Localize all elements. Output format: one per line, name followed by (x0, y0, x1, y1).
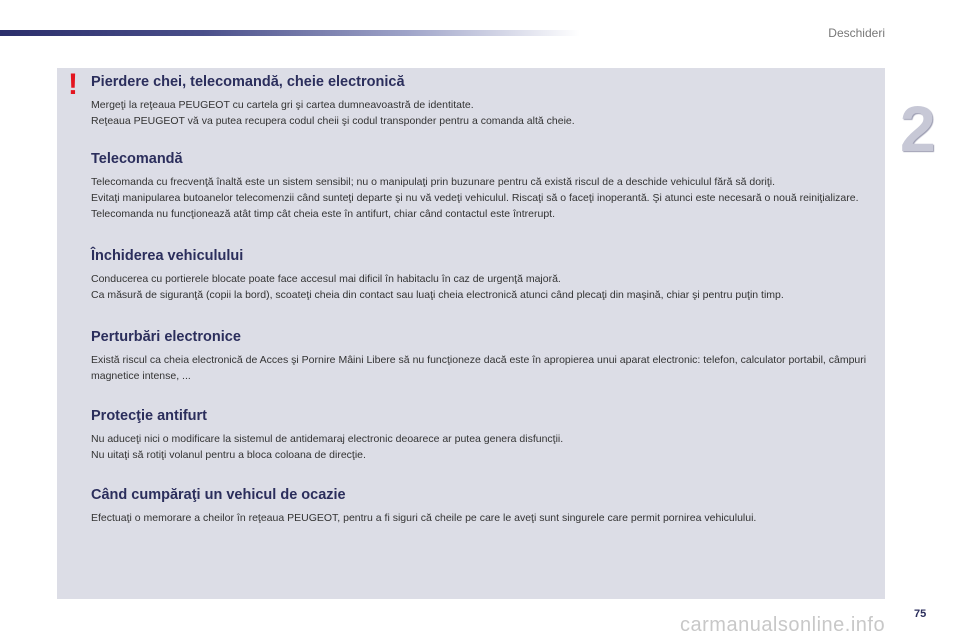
section-line: Nu uitaţi să rotiţi volanul pentru a bloca coloana de direcţie. (91, 449, 366, 461)
section-line: Efectuaţi o memorare a cheilor în reţeaua PEUGEOT, pentru a fi siguri că cheile pe care le aveţi sunt singurele care permit pornirea vehiculului. (91, 512, 757, 524)
section-line: Reţeaua PEUGEOT vă va putea recupera codul cheii şi codul transponder pentru a comanda altă cheie. (91, 115, 575, 127)
section-lost-keys (91, 74, 881, 129)
section-title: Perturbări electronice (91, 329, 241, 345)
section-title: Protecţie antifurt (91, 408, 208, 424)
warning-icon: ! (68, 68, 78, 101)
section-title: Pierdere chei, telecomandă, cheie electronică (91, 74, 405, 90)
section-title: Închiderea vehiculului (91, 248, 244, 264)
page-number: 75 (914, 608, 927, 620)
chapter-title: Deschideri (828, 26, 885, 40)
section-line: Evitaţi manipularea butoanelor telecomenzii când sunteţi departe şi nu vă vedeţi vehiculul. Riscaţi să o faceţi inoperantă. Şi atunci este necesară o nouă reiniţializare. (91, 192, 859, 204)
section-vehicle-locking (91, 248, 881, 303)
section-line: Telecomanda cu frecvenţă înaltă este un sistem sensibil; nu o manipulaţi prin buzunare pentru că există riscul de a deschide vehiculul fără să doriţi. (91, 176, 776, 188)
section-remote-control (91, 151, 881, 222)
section-electronic-interference (91, 329, 881, 384)
section-line: Telecomanda nu funcţionează atât timp cât cheia este în antifurt, chiar când contactul este întrerupt. (91, 208, 556, 220)
section-title: Telecomandă (91, 151, 183, 167)
section-title: Când cumpăraţi un vehicul de ocazie (91, 487, 346, 503)
section-anti-theft (91, 408, 881, 463)
section-line: Mergeţi la reţeaua PEUGEOT cu cartela gri şi cartea dumneavoastră de identitate. (91, 99, 474, 111)
section-line: Nu aduceţi nici o modificare la sistemul de antidemaraj electronic deoarece ar putea genera disfuncţii. (91, 433, 564, 445)
chapter-number: 2 (900, 93, 936, 165)
panel-content (91, 70, 881, 526)
section-line: Ca măsură de siguranţă (copii la bord), scoateţi cheia din contact sau luaţi cheia electronică atunci când plecaţi din maşină, chiar şi pentru puţin timp. (91, 289, 784, 301)
section-line: Conducerea cu portierele blocate poate face accesul mai dificil în habitaclu în caz de urgenţă majoră. (91, 273, 561, 285)
watermark-text: carmanualsonline.info (680, 614, 886, 636)
section-used-vehicle (91, 487, 881, 526)
section-line: Există riscul ca cheia electronică de Acces şi Pornire Mâini Libere să nu funcţioneze dacă este în apropierea unui aparat electronic: telefon, calculator portabil, câmpuri magnetice intense, ... (91, 354, 867, 382)
header-gradient-bar (0, 30, 580, 36)
